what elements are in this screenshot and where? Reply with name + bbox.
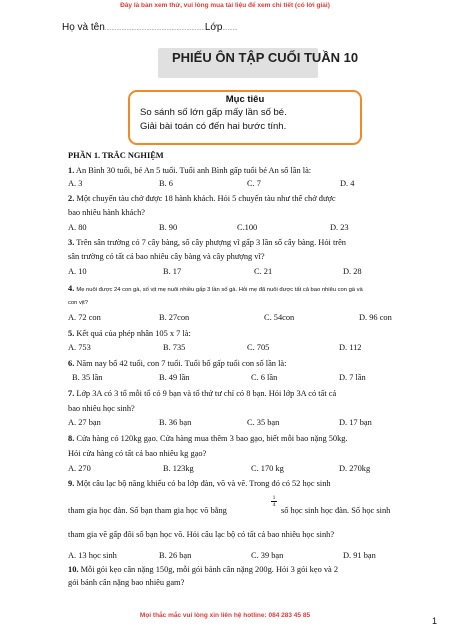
q7-option-a: A. 27 bạn: [68, 418, 101, 427]
q9-option-c: C. 39 bạn: [251, 551, 284, 560]
q4-option-a: A. 72 con: [68, 313, 101, 322]
question-number: 2.: [68, 194, 75, 203]
question-text: Một chuyến tàu chở được 18 hành khách. Hỏi 5 chuyến tàu như thế chở được: [76, 194, 336, 203]
q1-option-c: C. 7: [247, 179, 261, 188]
q5-option-d: D. 112: [339, 343, 362, 352]
section-title: PHẦN 1. TRẮC NGHIỆM: [68, 151, 164, 160]
q7-option-c: C. 35 bạn: [247, 418, 280, 427]
goals-title: Mục tiêu: [225, 94, 265, 105]
q8-option-c: C. 170 kg: [251, 464, 284, 473]
fraction-denominator: 4: [272, 502, 276, 508]
question-2: [68, 193, 336, 204]
question-text: Trên sân trường có 7 cây bàng, số cây phượng vĩ gấp 3 lần số cây bàng. Hỏi trên: [76, 238, 346, 247]
question-text: Mỗi gói kẹo cân nặng 150g, mỗi gói bánh cân nặng 200g. Hỏi 3 gói kẹo và 2: [80, 565, 339, 574]
q5-option-b: B. 735: [163, 343, 186, 352]
q4-option-b: B. 27con: [159, 313, 190, 322]
q6-option-d: D. 7 lần: [339, 373, 366, 382]
question-number: 7.: [68, 389, 75, 398]
worksheet-title: PHIẾU ÔN TẬP CUỐI TUẦN 10: [172, 50, 359, 65]
class-label: Lớp: [204, 22, 223, 33]
question-4: [68, 284, 363, 293]
question-number: 9.: [68, 479, 75, 488]
question-10: [68, 564, 338, 575]
q2-option-d: D. 23: [330, 223, 349, 232]
question-number: 3.: [68, 238, 75, 247]
class-dots: ………: [222, 26, 238, 32]
q1-option-b: B. 6: [159, 179, 173, 188]
q5-option-c: C. 705: [247, 343, 270, 352]
q1-option-d: D. 4: [340, 179, 355, 188]
question-number: 1.: [68, 166, 75, 175]
goal-line-1: So sánh số lớn gấp mấy lần số bé.: [140, 107, 287, 118]
question-number: 5.: [68, 329, 75, 338]
question-4-line-2: con vịt?: [68, 300, 88, 306]
q8-option-d: D. 270kg: [339, 464, 371, 473]
q7-option-d: D. 17 bạn: [339, 418, 372, 427]
goal-line-2: Giải bài toán có đến hai bước tính.: [140, 121, 287, 132]
q4-option-c: C. 54con: [264, 313, 295, 322]
question-9-line-2a: tham gia học đàn. Số bạn tham gia học võ bằng: [68, 506, 227, 515]
q6-option-c: C. 6 lần: [251, 373, 278, 382]
question-text: Cửa hàng có 120kg gạo. Cửa hàng mua thêm 3 bao gạo, biết mỗi bao nặng 50kg.: [76, 434, 348, 443]
question-number: 4.: [68, 284, 75, 293]
question-9: [68, 478, 331, 489]
question-3-line-2: sân trường có tất cả bao nhiêu cây bàng và cây phượng vĩ?: [68, 252, 265, 261]
question-text: Năm nay bố 42 tuổi, con 7 tuổi. Tuổi bố gấp tuổi con số lần là:: [76, 359, 287, 368]
question-number: 8.: [68, 434, 75, 443]
q7-option-b: B. 36 bạn: [159, 418, 192, 427]
question-text: Một câu lạc bộ năng khiếu có ba lớp đàn, võ và vẽ. Trong đó có 52 học sinh: [76, 479, 331, 488]
question-number: 6.: [68, 359, 75, 368]
q2-option-c: C.100: [237, 223, 258, 232]
question-5: [68, 328, 191, 339]
q3-option-a: A. 10: [68, 267, 87, 276]
question-1: [68, 165, 311, 176]
question-text: Mẹ nuôi được 24 con gà, số vịt mẹ nuôi nhiều gấp 3 lần số gà. Hỏi mẹ đã nuôi được tất cả bao nhiêu con gà và: [76, 287, 363, 293]
fraction-one-quarter: [271, 495, 277, 508]
q4-option-d: D. 96 con: [359, 313, 392, 322]
page-number: 1: [432, 616, 438, 626]
q6-option-b: B. 49 lần: [159, 373, 190, 382]
q2-option-b: B. 90: [159, 223, 178, 232]
hotline-notice: Mọi thắc mắc vui lòng xin liên hệ hotline: 084 283 45 85: [139, 612, 311, 619]
q3-option-b: B. 17: [163, 267, 182, 276]
title-box: [158, 48, 359, 78]
question-6: [68, 358, 286, 369]
question-9-line-3: tham gia vẽ gấp đôi số bạn học võ. Hỏi câu lạc bộ có tất cả bao nhiêu học sinh?: [68, 530, 335, 539]
q5-option-a: A. 753: [68, 343, 91, 352]
question-10-line-2: gói bánh cân nặng bao nhiêu gam?: [68, 578, 185, 587]
question-text: Kết quả của phép nhân 105 x 7 là:: [76, 329, 191, 338]
question-text: Lớp 3A có 3 tổ mỗi tổ có 9 bạn và tổ thứ tư chỉ có 8 bạn. Hỏi lớp 3A có tất cả: [76, 389, 337, 398]
q3-option-d: D. 28: [343, 267, 362, 276]
q9-option-b: B. 26 bạn: [159, 551, 192, 560]
question-3: [68, 237, 346, 248]
fraction-numerator: 1: [272, 495, 276, 501]
question-text: An Bình 30 tuổi, bé An 5 tuổi. Tuổi anh Bình gấp tuổi bé An số lần là:: [75, 166, 312, 175]
question-8: [68, 433, 348, 444]
q8-option-b: B. 123kg: [163, 464, 194, 473]
q2-option-a: A. 80: [68, 223, 87, 232]
question-7-line-2: bao nhiêu học sinh?: [68, 404, 135, 413]
question-9-line-2b: số học sinh học đàn. Số học sinh: [281, 506, 391, 515]
name-dots: ……………………………………………………: [104, 26, 205, 32]
name-class-line: [62, 22, 238, 33]
q6-option-a: B. 35 lần: [72, 373, 103, 382]
question-7: [68, 388, 336, 399]
goals-box: [128, 90, 362, 145]
question-number: 10.: [68, 565, 79, 574]
q3-option-c: C. 21: [254, 267, 273, 276]
question-2-line-2: bao nhiêu hành khách?: [68, 208, 145, 217]
q1-option-a: A. 3: [68, 179, 83, 188]
q8-option-a: A. 270: [68, 464, 91, 473]
q9-option-d: D. 91 bạn: [343, 551, 376, 560]
q9-option-a: A. 13 học sinh: [68, 551, 117, 560]
preview-notice: Đây là bản xem thử, vui lòng mua tài liệu để xem chi tiết (có lời giải): [120, 2, 330, 9]
question-8-line-2: Hỏi cửa hàng có tất cả bao nhiêu kg gạo?: [68, 449, 207, 458]
name-label: Họ và tên: [62, 22, 105, 33]
